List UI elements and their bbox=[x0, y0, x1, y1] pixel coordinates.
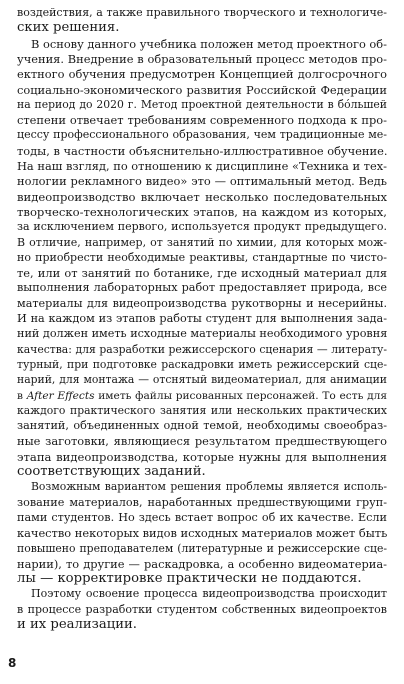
text-line: видеопроизводство включает несколько последовательных bbox=[17, 189, 387, 204]
text-line: качество некоторых видов исходных материалов может быть bbox=[17, 526, 388, 541]
text-line: качества: для разработки режиссерского сценария — литерату- bbox=[17, 342, 387, 356]
text-line: И на каждом из этапов работы студент для выполнения зада- bbox=[17, 312, 387, 325]
text-line: тоды, в частности объяснительно-иллюстративное обучение. bbox=[17, 143, 388, 158]
text-line: ний должен иметь исходные материалы необходимого уровня bbox=[17, 327, 388, 341]
text-line: ских решения. bbox=[17, 20, 120, 36]
text-line: Возможным вариантом решения проблемы является исполь- bbox=[31, 480, 387, 494]
text-line: зование материалов, наработанных предшествующими груп- bbox=[17, 495, 387, 509]
text-line: воздействия, а также правильного творческого и технологиче- bbox=[17, 6, 387, 19]
text-line: соответствующих заданий. bbox=[17, 464, 206, 479]
text-line: цессу профессионального образования, чем традиционные ме- bbox=[17, 128, 387, 142]
text-line: выполнения лабораторных работ предоставляет природа, все bbox=[17, 281, 387, 295]
text-line: повышено преподавателем (литературные и режиссерские сце- bbox=[17, 541, 387, 555]
text-line: каждого практического занятия или нескольких практических bbox=[17, 403, 387, 417]
text-line: материалы для видеопроизводства рукотворны и несерийны. bbox=[17, 296, 387, 310]
text-line: те, или от занятий по ботанике, где исходный материал для bbox=[17, 266, 387, 281]
text-line: турный, при подготовке раскадровки иметь режиссерский сце- bbox=[17, 357, 387, 371]
text-line: нологии рекламного видео» это — оптимальный метод. Ведь bbox=[17, 174, 387, 189]
text-line: социально-экономического развития Российской Федерации bbox=[17, 82, 387, 97]
text-line: нарии), то другие — раскадровка, а особенно видеоматериа- bbox=[17, 556, 387, 571]
text-line: на период до 2020 г. Метод проектной деятельности в бо́льшей bbox=[17, 97, 387, 111]
text-line: этапа видеопроизводства, которые нужны для выполнения bbox=[17, 449, 387, 464]
italic-term: After Effects bbox=[26, 389, 95, 402]
text-line: занятий, объединенных одной темой, необходимы своеобраз- bbox=[17, 419, 387, 433]
text-line: На наш взгляд, по отношению к дисциплине «Техника и тех- bbox=[17, 159, 387, 173]
text-line: ные заготовки, являющиеся результатом предшествующего bbox=[17, 434, 387, 449]
text-line: лы — корректировке практически не поддаются. bbox=[17, 571, 362, 587]
text-line: В основу данного учебника положен метод проектного об- bbox=[31, 36, 387, 51]
text-line: но приобрести необходимые реактивы, стандартные по чисто- bbox=[17, 250, 387, 264]
text-segment: иметь файлы рисованных персонажей. То есть для bbox=[94, 389, 388, 402]
text-line: в процессе разработки студентом собственных видеопроектов bbox=[17, 602, 387, 616]
text-line: за исключением первого, используется продукт предыдущего. bbox=[17, 220, 387, 234]
text-line: степени отвечает требованиям современного подхода к про- bbox=[17, 113, 387, 128]
text-line: Поэтому освоение процесса видеопроизводства происходит bbox=[31, 587, 387, 601]
text-line: В отличие, например, от занятий по химии, для которых мож- bbox=[17, 235, 387, 249]
text-line: пами студентов. Но здесь встает вопрос об их качестве. Если bbox=[17, 510, 387, 524]
text-line: творческо-технологических этапов, на каждом из которых, bbox=[17, 204, 387, 219]
text-line: учения. Внедрение в образовательный процесс методов про- bbox=[17, 51, 387, 66]
page-number: 8 bbox=[8, 656, 17, 670]
text-line: ектного обучения предусмотрен Концепцией долгосрочного bbox=[17, 67, 387, 82]
text-line: и их реализации. bbox=[17, 617, 137, 632]
text-segment: в bbox=[17, 389, 27, 402]
text-line: нарий, для монтажа — отснятый видеоматериал, для анимации bbox=[17, 373, 387, 387]
